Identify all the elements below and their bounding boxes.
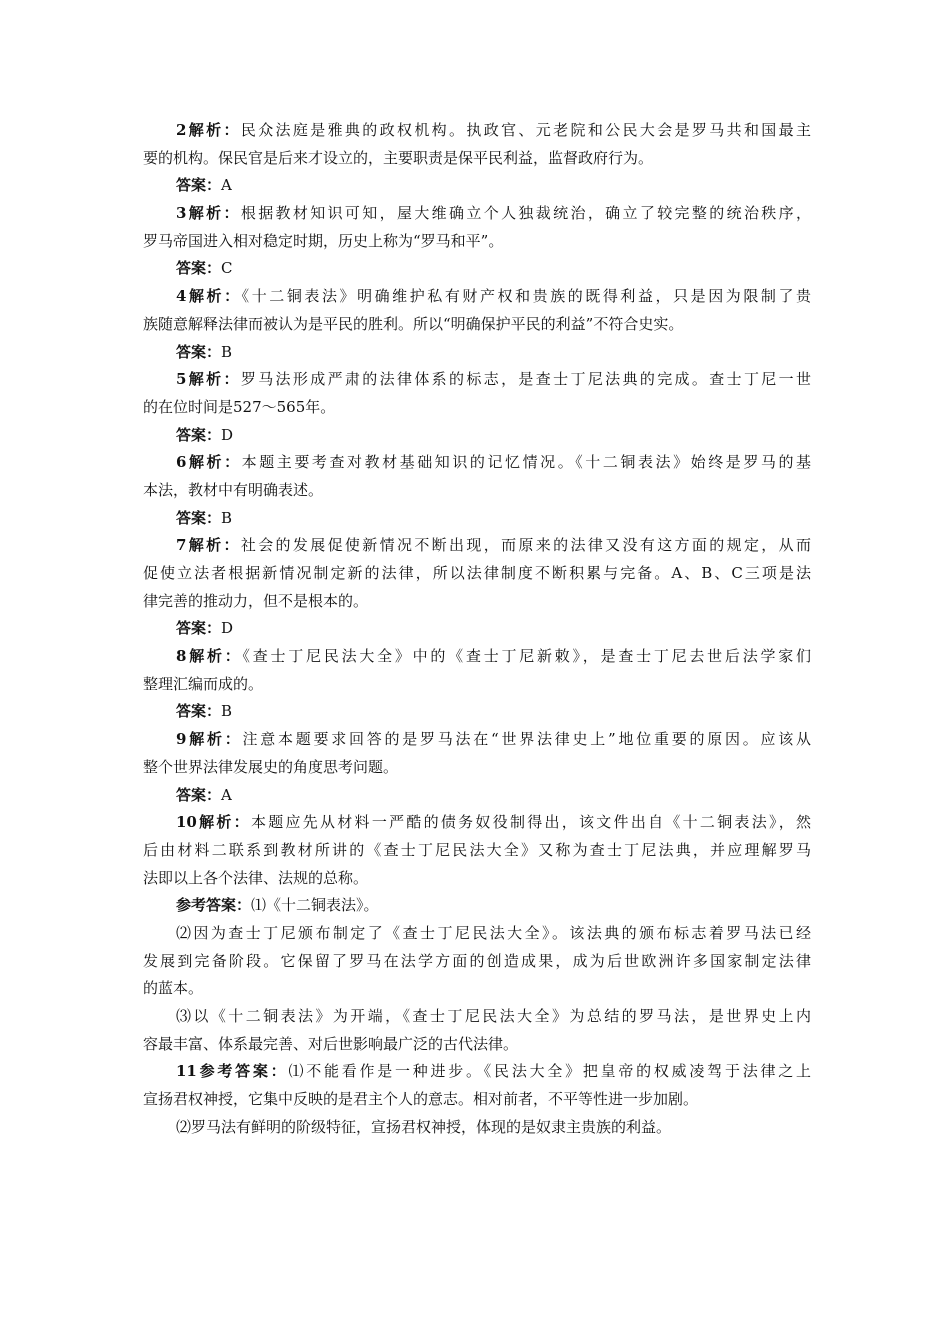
- q2-text: 民众法庭是雅典的政权机构。执政官、元老院和公民大会是罗马共和国最主: [240, 121, 811, 139]
- q10-ref1-text: ⑴《十二铜表法》。: [251, 896, 379, 915]
- q10-explanation-line-1: [143, 809, 811, 837]
- q7-explanation-line-2: 促使立法者根据新情况制定新的法律，所以法律制度不断积累与完备。A、B、C三项是法: [143, 564, 811, 582]
- q5-text: 罗马法形成严肃的法律体系的标志，是查士丁尼法典的完成。查士丁尼一世: [240, 370, 811, 389]
- q10-reference-answer-2-line-3: 的蓝本。: [143, 979, 204, 998]
- q7-explanation-line-1: [143, 532, 811, 560]
- q9-answer: [143, 782, 811, 810]
- q8-explanation-label: 8解析：: [176, 647, 243, 666]
- q2-explanation-line-2: 要的机构。保民官是后来才设立的，主要职责是保平民利益，监督政府行为。: [143, 148, 654, 167]
- q8-answer: [143, 698, 811, 726]
- q6-text: 本题主要考查对教材基础知识的记忆情况。《十二铜表法》始终是罗马的基: [241, 453, 811, 472]
- q8-explanation-line-2: 整理汇编而成的。: [143, 674, 264, 693]
- q10-explanation-label: 10解析：: [176, 813, 251, 832]
- q3-answer-label: 答案：: [176, 259, 222, 278]
- q10-explanation-line-2: 后由材料二联系到教材所讲的《查士丁尼民法大全》又称为查士丁尼法典，并应理解罗马: [143, 840, 811, 859]
- q11-text: ⑴不能看作是一种进步。《民法大全》把皇帝的权威凌驾于法律之上: [288, 1062, 811, 1081]
- q11-reference-answer-line-2: 宣扬君权神授，它集中反映的是君主个人的意志。相对前者，不平等性进一步加剧。: [143, 1090, 699, 1109]
- q5-answer-label: 答案：: [176, 425, 222, 444]
- q2-answer-label: 答案：: [176, 176, 222, 195]
- q9-explanation-label: 9解析：: [176, 730, 243, 749]
- q8-answer-label: 答案：: [176, 702, 222, 721]
- q4-explanation-line-1: [143, 283, 811, 311]
- q2-explanation-label: 2解析：: [176, 121, 241, 139]
- q6-answer-value: B: [221, 508, 233, 527]
- q5-explanation-label: 5解析：: [176, 370, 241, 389]
- q3-text: 根据教材知识可知，屋大维确立个人独裁统治，确立了较完整的统治秩序，: [240, 204, 811, 223]
- document-page: [143, 117, 811, 1141]
- q3-answer-value: C: [221, 259, 233, 278]
- q5-explanation-line-1: [143, 366, 811, 394]
- q4-explanation-line-2: 族随意解释法律而被认为是平民的胜利。所以“明确保护平民的利益”不符合史实。: [143, 314, 684, 333]
- q11-reference-answer-line-1: [143, 1058, 811, 1086]
- q6-answer: [143, 505, 811, 533]
- q7-answer: [143, 615, 811, 643]
- q7-text: 社会的发展促使新情况不断出现，而原来的法律又没有这方面的规定，从而: [240, 536, 811, 555]
- q11-reference-label: 11参考答案：: [176, 1062, 289, 1081]
- q8-text: 《查士丁尼民法大全》中的《查士丁尼新敕》，是查士丁尼去世后法学家们: [242, 647, 811, 666]
- q10-reference-answer-1: [143, 892, 811, 920]
- q5-explanation-line-2: 的在位时间是527～565年。: [143, 397, 336, 416]
- q2-answer-value: A: [221, 176, 232, 195]
- q10-reference-answer-3-line-1: ⑶以《十二铜表法》为开端，《查士丁尼民法大全》为总结的罗马法，是世界史上内: [176, 1007, 811, 1025]
- q9-answer-label: 答案：: [176, 785, 222, 804]
- q10-reference-answer-2-line-2: 发展到完备阶段。它保留了罗马在法学方面的创造成果，成为后世欧洲许多国家制定法律: [143, 951, 811, 970]
- q8-explanation-line-1: [143, 643, 811, 671]
- q6-answer-label: 答案：: [176, 508, 222, 527]
- q7-answer-label: 答案：: [176, 619, 222, 638]
- q3-answer: [143, 255, 811, 283]
- q4-answer-value: B: [221, 342, 233, 361]
- q5-answer: [143, 422, 811, 450]
- q10-reference-label: 参考答案：: [176, 896, 252, 915]
- q6-explanation-label: 6解析：: [176, 453, 242, 472]
- q9-answer-value: A: [221, 785, 232, 804]
- q10-explanation-line-3: 法即以上各个法律、法规的总称。: [143, 868, 369, 887]
- q3-explanation-line-1: [143, 200, 811, 228]
- q2-explanation-line-1: [143, 117, 811, 145]
- q3-explanation-label: 3解析：: [176, 204, 241, 223]
- q5-answer-value: D: [221, 425, 234, 444]
- q11-reference-answer-2: ⑵罗马法有鲜明的阶级特征，宣扬君权神授，体现的是奴隶主贵族的利益。: [176, 1117, 672, 1136]
- q9-explanation-line-2: 整个世界法律发展史的角度思考问题。: [143, 757, 399, 776]
- q8-answer-value: B: [221, 702, 233, 721]
- q10-reference-answer-2-line-1: ⑵因为查士丁尼颁布制定了《查士丁尼民法大全》。该法典的颁布标志着罗马法已经: [176, 923, 811, 942]
- q4-explanation-label: 4解析：: [176, 287, 242, 306]
- q7-answer-value: D: [221, 619, 234, 638]
- q6-explanation-line-2: 本法，教材中有明确表述。: [143, 480, 324, 499]
- q4-answer-label: 答案：: [176, 342, 222, 361]
- q3-explanation-line-2: 罗马帝国进入相对稳定时期，历史上称为“罗马和平”。: [143, 231, 504, 250]
- q7-explanation-line-3: 律完善的推动力，但不是根本的。: [143, 591, 369, 610]
- q10-text: 本题应先从材料一严酷的债务奴役制得出，该文件出自《十二铜表法》，然: [250, 813, 811, 832]
- q9-explanation-line-1: [143, 726, 811, 754]
- q2-answer: [143, 172, 811, 200]
- q4-answer: [143, 339, 811, 367]
- q4-text: 《十二铜表法》明确维护私有财产权和贵族的既得利益，只是因为限制了贵: [241, 287, 811, 306]
- q6-explanation-line-1: [143, 449, 811, 477]
- q9-text: 注意本题要求回答的是罗马法在“世界法律史上”地位重要的原因。应该从: [242, 730, 811, 749]
- q10-reference-answer-3-line-2: 容最丰富、体系最完善、对后世影响最广泛的古代法律。: [143, 1034, 519, 1053]
- q7-explanation-label: 7解析：: [176, 536, 241, 555]
